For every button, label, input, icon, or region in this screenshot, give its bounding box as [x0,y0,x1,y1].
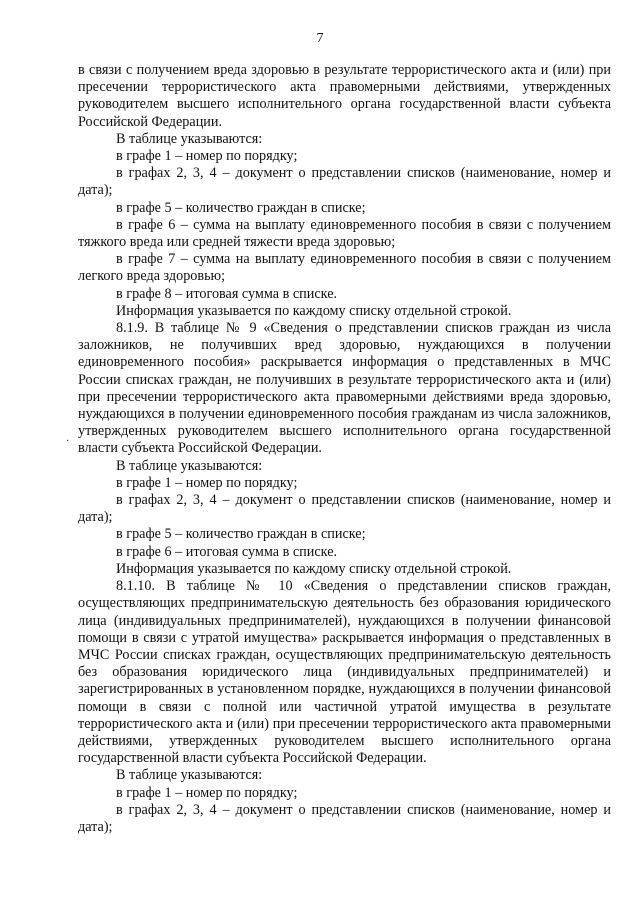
paragraph: в графе 1 – номер по порядку; [116,148,298,165]
paragraph: в графе 6 – итоговая сумма в списке. [116,543,338,560]
paragraph: В таблице указываются: [116,130,263,147]
paragraph: в графе 5 – количество граждан в списке; [116,199,366,216]
paragraph: В таблице указываются: [116,457,263,474]
paragraph: в графах 2, 3, 4 – документ о представлении списков (наименование, номер и дата); [78,165,611,199]
paragraph: в графе 6 – сумма на выплату единовременного пособия в связи с получением тяжкого вреда или средней тяжести вреда здоровью; [78,216,611,251]
paragraph: 8.1.10. В таблице № 10 «Сведения о представлении списков граждан, осуществляющих предпринимательскую деятельность без образования юридического лица (индивидуальных предпринимателей), нуждающихся в получении финансовой помощи в связи с утратой имущества» раскрывается информация о представленных в МЧС России списках граждан, осуществляющих предпринимательскую деятельность без образования юридического лица (индивидуальных предпринимателей) и зарегистрированных в установленном порядке, нуждающихся в получении финансовой помощи в связи с полной или частичной утратой имущества в результате террористического акта и (или) при пресечении террористического акта правомерными действиями, утвержденных руководителем высшего исполнительного органа государственной власти субъекта Российской Федерации. [78,578,611,767]
paragraph: 8.1.9. В таблице № 9 «Сведения о представлении списков граждан из числа заложников, не получивших вред здоровью, нуждающихся в получении единовременного пособия» раскрывается информация о представленных в МЧС России списках граждан, не получивших в результате террористического акта и (или) при пресечении террористического акта правомерными действиями вреда здоровью, нуждающихся в получении единовременного пособия гражданам из числа заложников, утвержденных руководителем высшего исполнительного органа государственной власти субъекта Российской Федерации. [78,320,611,457]
paragraph: В таблице указываются: [116,767,263,784]
document-body [78,62,611,836]
paragraph: в графе 7 – сумма на выплату единовременного пособия в связи с получением легкого вреда здоровью; [78,251,611,285]
paragraph: в графе 1 – номер по порядку; [116,474,298,491]
paragraph: в графе 8 – итоговая сумма в списке. [116,285,338,302]
paragraph: в графах 2, 3, 4 – документ о представлении списков (наименование, номер и дата); [78,801,611,835]
margin-dot: · [66,436,70,447]
paragraph: Информация указывается по каждому списку отдельной строкой. [116,560,512,577]
paragraph: Информация указывается по каждому списку отдельной строкой. [116,302,512,319]
paragraph: в связи с получением вреда здоровью в результате террористического акта и (или) при пресечении террористического акта правомерными действиями, утвержденных руководителем высшего исполнительного органа государственной власти субъекта Российской Федерации. [78,62,611,130]
paragraph: в графе 5 – количество граждан в списке; [116,526,366,543]
page-number: 7 [316,31,324,46]
paragraph: в графе 1 – номер по порядку; [116,784,298,801]
paragraph: в графах 2, 3, 4 – документ о представлении списков (наименование, номер и дата); [78,492,611,526]
